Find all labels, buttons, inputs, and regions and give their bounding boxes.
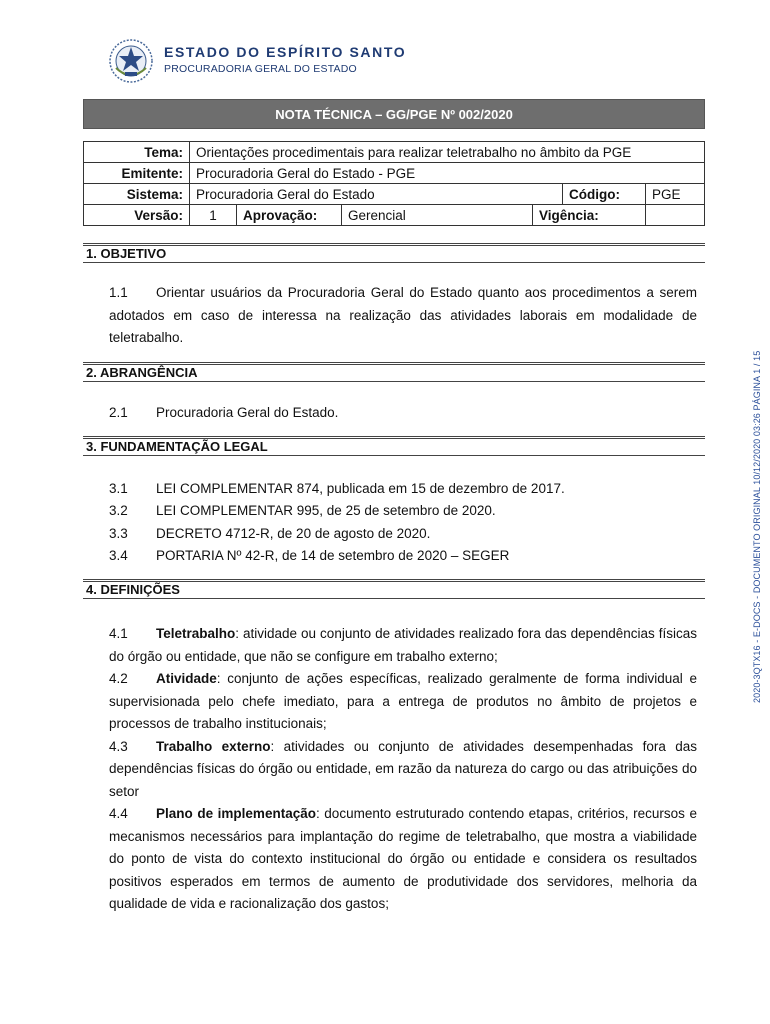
table-row	[84, 163, 705, 184]
table-row	[84, 142, 705, 163]
item-text: LEI COMPLEMENTAR 874, publicada em 15 de dezembro de 2017.	[156, 481, 565, 496]
vigencia-value	[646, 205, 705, 226]
item-text: LEI COMPLEMENTAR 995, de 25 de setembro de 2020.	[156, 503, 496, 518]
list-item	[109, 668, 697, 736]
item-number: 3.1	[109, 481, 128, 496]
item-number: 3.3	[109, 526, 128, 541]
table-row	[84, 184, 705, 205]
section-heading-objetivo: 1. OBJETIVO	[83, 243, 705, 263]
item-text: : atividade ou conjunto de atividades realizado fora das dependências físicas do órgão ou entidade, que não se configure em trabalho externo;	[109, 626, 697, 664]
item-number: 4.4	[109, 806, 128, 821]
list-item	[109, 736, 697, 804]
versao-label: Versão:	[84, 205, 190, 226]
document-info-table	[83, 141, 705, 226]
item-text: : atividades ou conjunto de atividades desempenhadas fora das dependências físicas do órgão ou entidade, em razão da natureza do cargo ou das atribuições do setor	[109, 738, 698, 799]
aprovacao-value: Gerencial	[342, 205, 533, 226]
item-text: Procuradoria Geral do Estado.	[156, 405, 339, 420]
document-title: NOTA TÉCNICA – GG/PGE Nº 002/2020	[83, 99, 705, 129]
list-item	[109, 803, 697, 916]
codigo-value: PGE	[646, 184, 705, 205]
sistema-value: Procuradoria Geral do Estado	[190, 184, 563, 205]
vigencia-label: Vigência:	[533, 205, 646, 226]
versao-value: 1	[190, 205, 237, 226]
item-text: : conjunto de ações específicas, realizado geralmente de forma individual e supervisionada pelo chefe imediato, para a entrega de produtos no âmbito de projetos e processos de trabalho institucionais;	[109, 671, 697, 731]
tema-value: Orientações procedimentais para realizar teletrabalho no âmbito da PGE	[190, 142, 705, 163]
item-text: : documento estruturado contendo etapas, critérios, recursos e mecanismos necessários para implantação do regime de teletrabalho, que mostra a viabilidade do ponto de vista do contexto institucional do órgão ou entidade e considera os resultados positivos esperados em termos de aumento de produtividade dos servidores, melhoria da qualidade de vida e racionalização dos gastos;	[109, 806, 697, 911]
item-number: 4.1	[109, 626, 128, 641]
definicoes-list	[109, 623, 697, 916]
emitente-label: Emitente:	[84, 163, 190, 184]
coat-of-arms-icon	[108, 38, 154, 84]
item-term: Plano de implementação	[156, 806, 316, 821]
section-heading-abrangencia: 2. ABRANGÊNCIA	[83, 362, 705, 382]
edocs-side-stamp: 2020-3QTX16 - E-DOCS - DOCUMENTO ORIGINAL 10/12/2020 03:26 PÁGINA 1 / 15	[752, 350, 762, 703]
abrangencia-item	[109, 404, 338, 422]
aprovacao-label: Aprovação:	[237, 205, 342, 226]
objetivo-paragraph	[109, 282, 697, 350]
list-item	[109, 547, 509, 565]
list-item	[109, 502, 496, 520]
item-term: Atividade	[156, 671, 217, 686]
list-item	[109, 480, 565, 498]
item-number: 2.1	[109, 405, 128, 420]
item-text: Orientar usuários da Procuradoria Geral do Estado quanto aos procedimentos a serem adotados em caso de interessa na realização das atividades laborais em modalidade de teletrabalho.	[109, 285, 697, 345]
list-item	[109, 525, 430, 543]
item-number: 3.2	[109, 503, 128, 518]
item-text: PORTARIA Nº 42-R, de 14 de setembro de 2020 – SEGER	[156, 548, 510, 563]
section-heading-definicoes: 4. DEFINIÇÕES	[83, 579, 705, 599]
item-number: 4.2	[109, 671, 128, 686]
item-number: 3.4	[109, 548, 128, 563]
section-heading-fundamentacao: 3. FUNDAMENTAÇÃO LEGAL	[83, 436, 705, 456]
organization-name: PROCURADORIA GERAL DO ESTADO	[164, 63, 357, 75]
item-text: DECRETO 4712-R, de 20 de agosto de 2020.	[156, 526, 431, 541]
item-term: Teletrabalho	[156, 626, 236, 641]
item-number: 4.3	[109, 738, 128, 754]
codigo-label: Código:	[563, 184, 646, 205]
state-name: ESTADO DO ESPÍRITO SANTO	[164, 44, 407, 60]
item-term: Trabalho externo	[156, 738, 271, 754]
sistema-label: Sistema:	[84, 184, 190, 205]
list-item	[109, 623, 697, 668]
tema-label: Tema:	[84, 142, 190, 163]
emitente-value: Procuradoria Geral do Estado - PGE	[190, 163, 705, 184]
item-number: 1.1	[109, 285, 128, 300]
table-row	[84, 205, 705, 226]
